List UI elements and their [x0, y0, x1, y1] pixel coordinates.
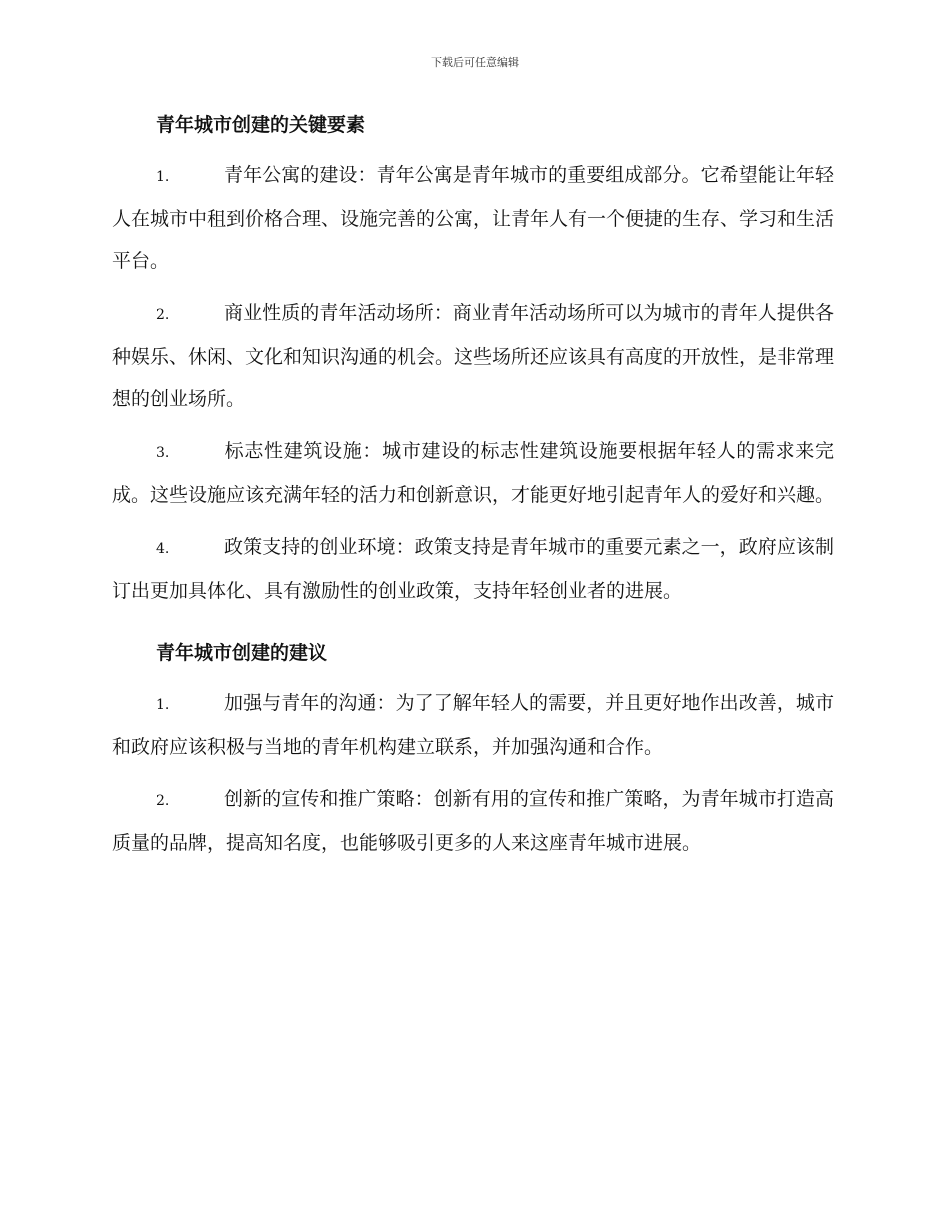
section-heading-suggestions: 青年城市创建的建议: [156, 642, 328, 664]
list-item-text: 标志性建筑设施：城市建设的标志性建筑设施要根据年轻人的需求来完成。这些设施应该充满年轻的活力和创新意识，才能更好地引起青年人的爱好和兴趣。: [112, 440, 835, 506]
list-item-number: 2.: [156, 793, 170, 809]
list-item-text: 加强与青年的沟通：为了了解年轻人的需要，并且更好地作出改善，城市和政府应该积极与当地的青年机构建立联系，并加强沟通和合作。: [112, 692, 834, 758]
list-item-text: 创新的宣传和推广策略：创新有用的宣传和推广策略，为青年城市打造高质量的品牌，提高知名度，也能够吸引更多的人来这座青年城市进展。: [112, 788, 834, 854]
list-item-number: 1.: [156, 697, 170, 713]
list-item-text: 青年公寓的建设：青年公寓是青年城市的重要组成部分。它希望能让年轻人在城市中租到价格合理、设施完善的公寓，让青年人有一个便捷的生存、学习和生活平台。: [112, 164, 835, 272]
list-item-number: 2.: [156, 307, 170, 323]
list-item-text: 政策支持的创业环境：政策支持是青年城市的重要元素之一，政府应该制订出更加具体化、具有激励性的创业政策，支持年轻创业者的进展。: [112, 536, 834, 602]
list-item-number: 4.: [156, 541, 170, 557]
list-item: [112, 526, 834, 612]
section-heading-key-elements: 青年城市创建的关键要素: [156, 114, 366, 136]
list-item-number: 3.: [156, 445, 170, 461]
list-item: [112, 682, 834, 768]
list-item-text: 商业性质的青年活动场所：商业青年活动场所可以为城市的青年人提供各种娱乐、休闲、文化和知识沟通的机会。这些场所还应该具有高度的开放性，是非常理想的创业场所。: [112, 302, 835, 410]
list-item: [112, 778, 834, 864]
document-body: [112, 110, 834, 874]
list-item-number: 1.: [156, 169, 170, 185]
list-item: [112, 154, 834, 282]
list-item: [112, 292, 834, 420]
list-item: [112, 430, 834, 516]
header-note: 下载后可任意编辑: [431, 56, 519, 69]
